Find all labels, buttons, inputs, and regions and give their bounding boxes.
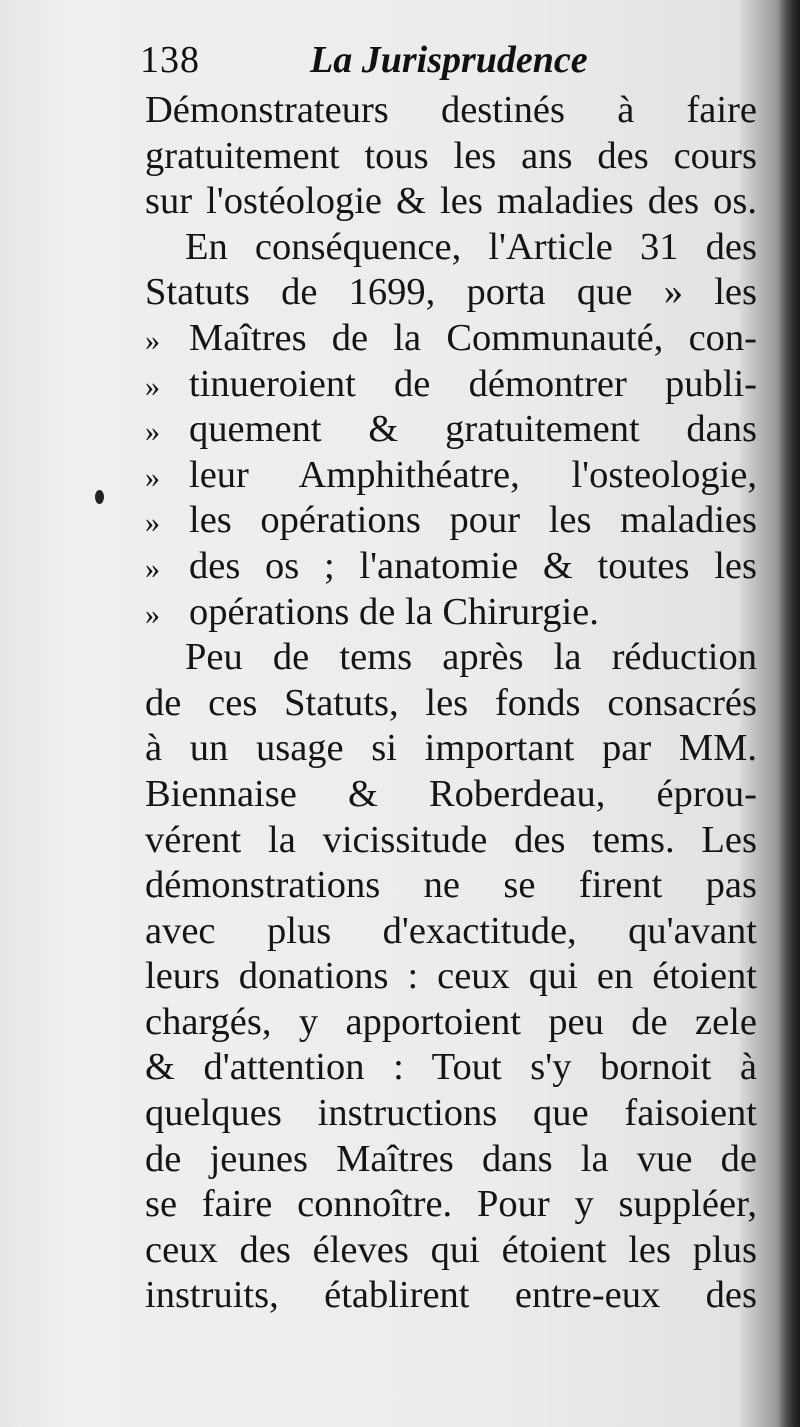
line-text: ceux des éleves qui étoient les plus <box>145 1228 757 1271</box>
line-text: instruits, établirent entre-eux des <box>145 1274 757 1317</box>
text-line <box>145 270 757 316</box>
line-text: gratuitement tous les ans des cours <box>145 134 757 177</box>
text-line <box>145 863 757 909</box>
text-line <box>145 88 757 134</box>
text-line <box>145 316 757 362</box>
line-text: quement & gratuitement dans <box>189 408 757 451</box>
ink-speck <box>95 490 104 504</box>
text-line <box>145 1137 757 1183</box>
page-number: 138 <box>140 39 200 81</box>
quote-mark: » <box>145 551 160 585</box>
line-text: leurs donations : ceux qui en étoient <box>145 955 757 998</box>
text-line <box>145 681 757 727</box>
text-line <box>145 407 757 453</box>
text-line <box>145 726 757 772</box>
text-line <box>145 1273 757 1319</box>
text-line <box>145 635 757 681</box>
line-text: quelques instructions que faisoient <box>145 1092 757 1135</box>
line-text: Biennaise & Roberdeau, éprou- <box>145 772 757 815</box>
text-line <box>145 453 757 499</box>
quote-mark: » <box>145 369 160 403</box>
quote-mark: » <box>145 460 160 494</box>
text-line <box>145 362 757 408</box>
quote-mark: » <box>145 323 160 357</box>
line-text: tinueroient de démontrer publi- <box>189 362 757 405</box>
line-text: Maîtres de la Communauté, con- <box>189 316 757 359</box>
line-text: les opérations pour les maladies <box>189 499 757 542</box>
line-text: opérations de la Chirurgie. <box>189 590 599 633</box>
line-text: & d'attention : Tout s'y bornoit à <box>145 1046 757 1089</box>
quote-mark: » <box>145 597 160 631</box>
text-line <box>145 909 757 955</box>
quote-mark: » <box>145 506 160 540</box>
line-text: Démonstrateurs destinés à faire <box>145 89 757 131</box>
text-line <box>145 954 757 1000</box>
line-text: démonstrations ne se firent pas <box>145 864 757 907</box>
line-text: vérent la vicissitude des tems. Les <box>145 818 757 861</box>
line-text: leur Amphithéatre, l'osteologie, <box>189 453 757 496</box>
text-line <box>145 818 757 864</box>
body-text <box>145 88 757 1319</box>
line-text: des os ; l'anatomie & toutes les <box>189 544 757 587</box>
line-text: de ces Statuts, les fonds consacrés <box>145 681 757 724</box>
text-line <box>145 1045 757 1091</box>
line-text: se faire connoître. Pour y suppléer, <box>145 1183 757 1226</box>
text-line <box>145 772 757 818</box>
running-title: La Jurisprudence <box>310 39 588 81</box>
line-text: sur l'ostéologie & les maladies des os. <box>145 180 757 223</box>
line-text: chargés, y apportoient peu de zele <box>145 1000 757 1043</box>
quote-mark: » <box>145 415 160 449</box>
line-text: Peu de tems après la réduction <box>185 636 757 679</box>
text-line <box>145 225 757 271</box>
line-text: avec plus d'exactitude, qu'avant <box>145 909 757 952</box>
text-line <box>145 179 757 225</box>
text-line <box>145 1091 757 1137</box>
text-line <box>145 1000 757 1046</box>
text-line <box>145 1228 757 1274</box>
text-line <box>145 498 757 544</box>
text-line <box>145 590 757 636</box>
line-text: En conséquence, l'Article 31 des <box>185 225 757 268</box>
page-gutter-shadow <box>778 0 800 1427</box>
line-text: à un usage si important par MM. <box>145 727 757 770</box>
line-text: de jeunes Maîtres dans la vue de <box>145 1137 757 1180</box>
text-line <box>145 544 757 590</box>
line-text: Statuts de 1699, porta que » les <box>145 271 757 314</box>
text-line <box>145 134 757 180</box>
text-line <box>145 1182 757 1228</box>
page-header <box>140 38 760 88</box>
